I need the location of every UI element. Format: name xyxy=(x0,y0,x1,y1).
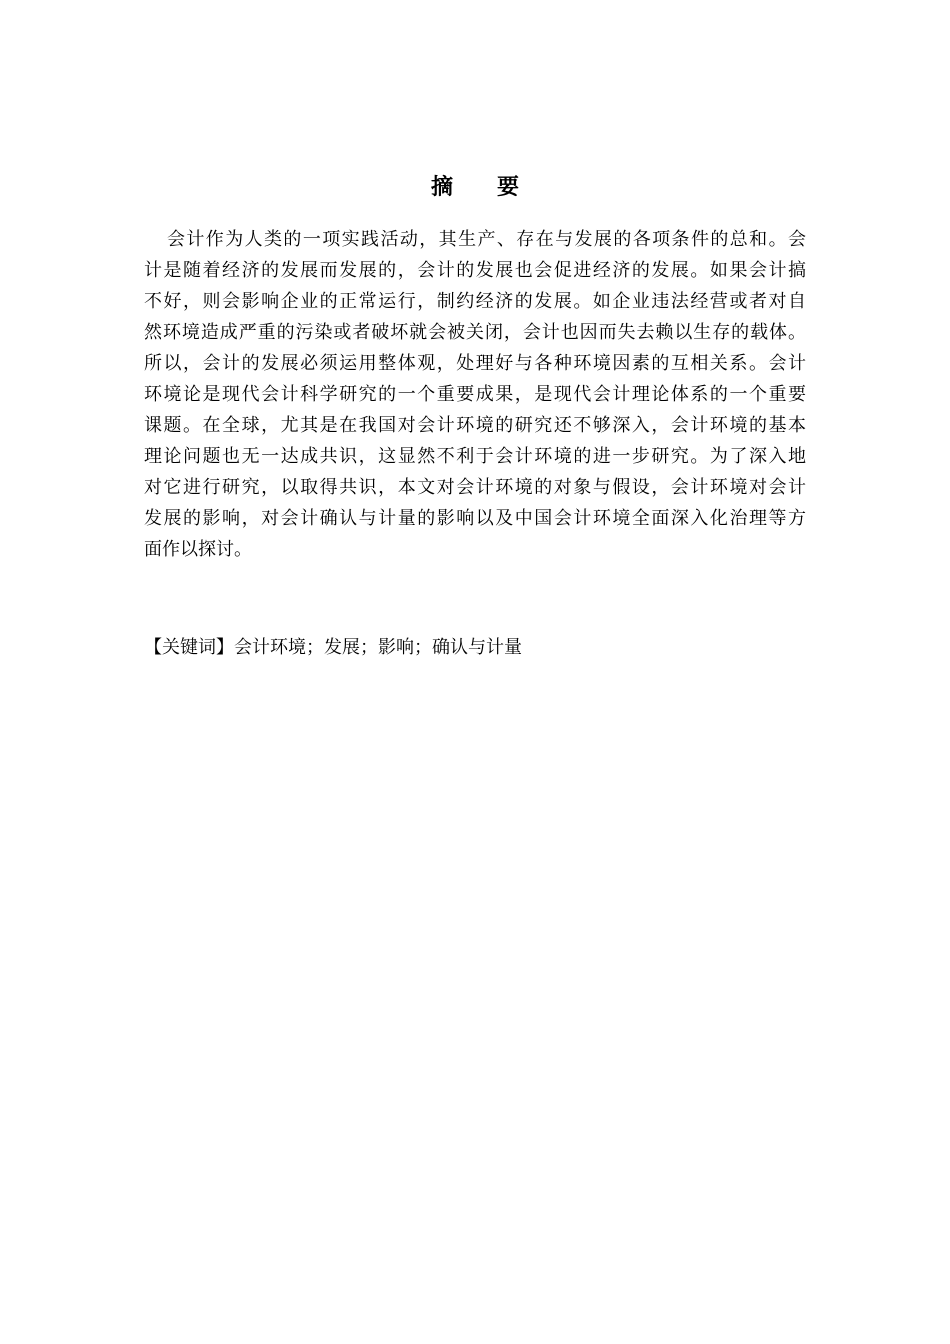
abstract-line: 对它进行研究，以取得共识，本文对会计环境的对象与假设，会计环境对会计 xyxy=(144,477,806,498)
title-char-1: 摘 xyxy=(430,175,453,200)
keywords-line xyxy=(144,632,522,663)
abstract-line: 理论问题也无一达成共识，这显然不利于会计环境的进一步研究。为了深入地 xyxy=(144,446,806,467)
abstract-line: 然环境造成严重的污染或者破坏就会被关闭，会计也因而失去赖以生存的载体。 xyxy=(144,322,806,343)
abstract-line: 面作以探讨。 xyxy=(144,539,252,560)
abstract-line: 所以，会计的发展必须运用整体观，处理好与各种环境因素的互相关系。会计 xyxy=(144,353,806,374)
title-char-2: 要 xyxy=(497,175,520,200)
abstract-line: 环境论是现代会计科学研究的一个重要成果，是现代会计理论体系的一个重要 xyxy=(144,384,806,405)
abstract-body xyxy=(144,224,806,565)
abstract-line: 计是随着经济的发展而发展的，会计的发展也会促进经济的发展。如果会计搞 xyxy=(144,260,806,281)
abstract-line: 不好，则会影响企业的正常运行，制约经济的发展。如企业违法经营或者对自 xyxy=(144,291,806,312)
keywords-label: 【关键词】 xyxy=(144,637,234,658)
abstract-line: 课题。在全球，尤其是在我国对会计环境的研究还不够深入，会计环境的基本 xyxy=(144,415,806,436)
keywords-text: 会计环境；发展；影响；确认与计量 xyxy=(234,637,522,658)
abstract-line: 发展的影响，对会计确认与计量的影响以及中国会计环境全面深入化治理等方 xyxy=(144,508,806,529)
abstract-title xyxy=(0,170,950,201)
abstract-line: 会计作为人类的一项实践活动，其生产、存在与发展的各项条件的总和。会 xyxy=(167,229,806,250)
